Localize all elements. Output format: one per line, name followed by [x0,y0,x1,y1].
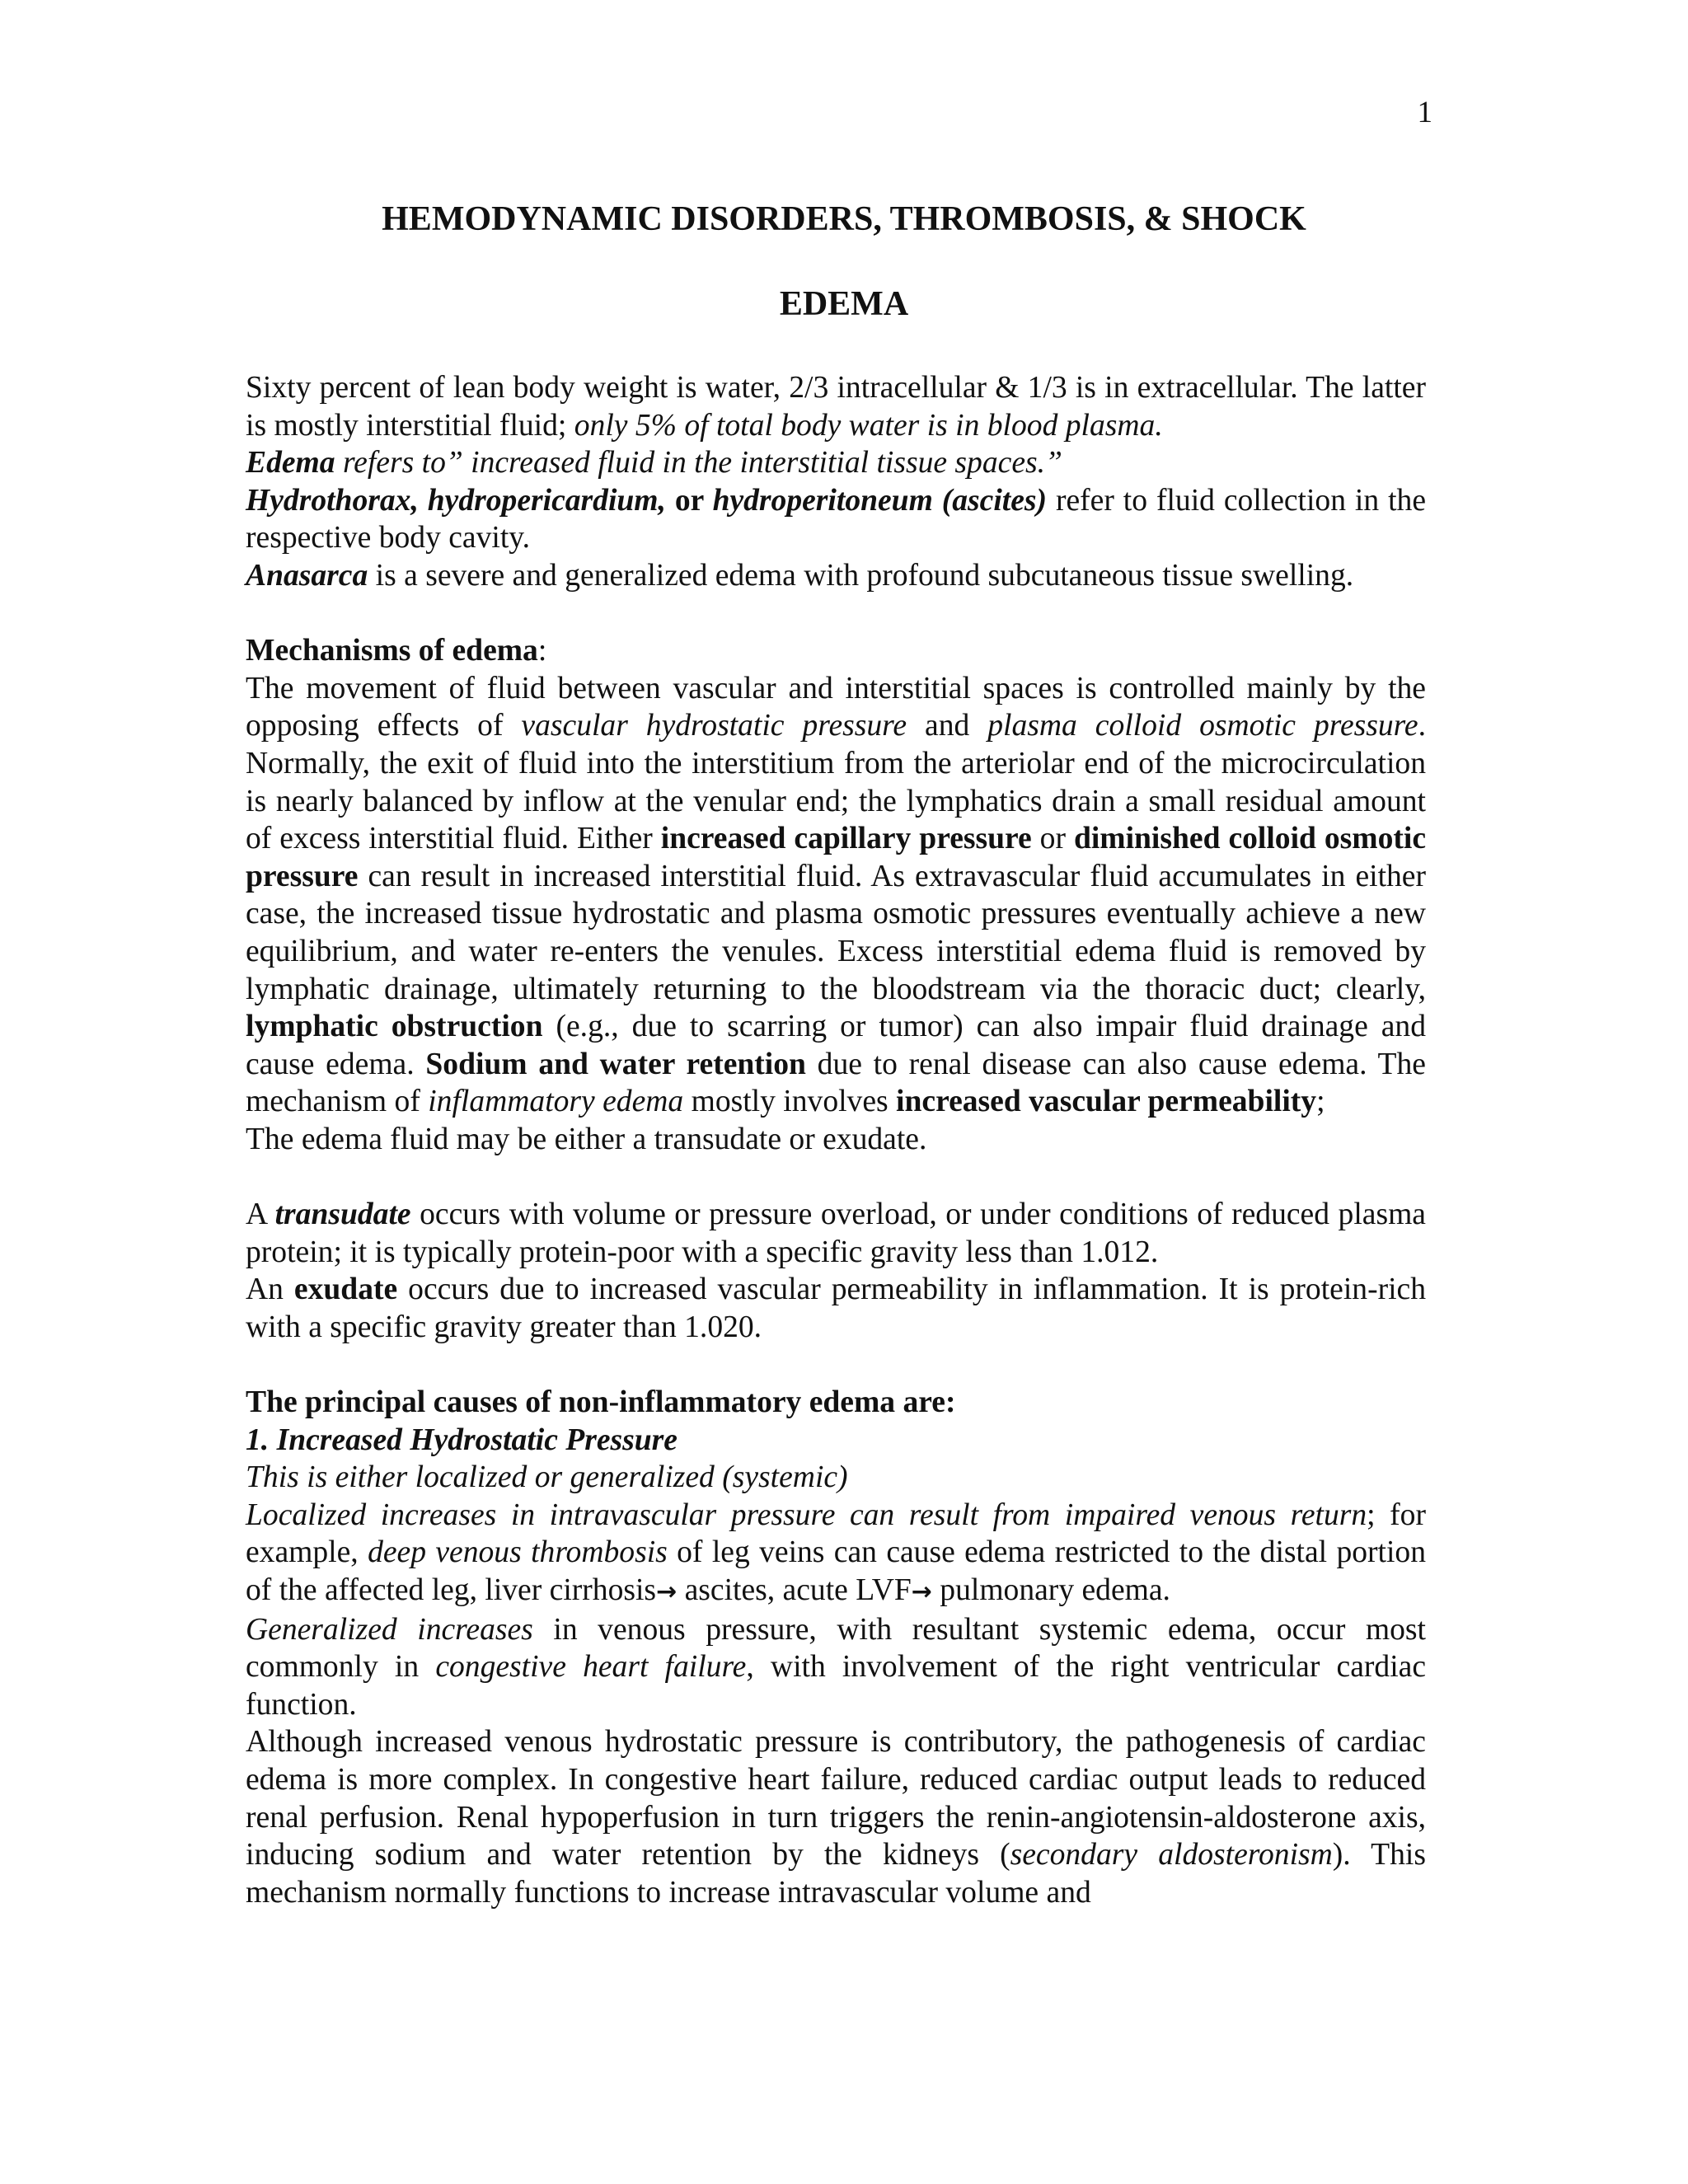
arrow-right-icon: → [911,1577,932,1606]
cause-1-line: This is either localized or generalized (systemic) [246,1460,848,1495]
cardiac-edema-paragraph: Although increased venous hydrostatic pressure is contributory, the pathogenesis of cardiac edema is more complex. In congestive heart failure, reduced cardiac output leads to reduced renal perfusion. Renal hypoperfusion in turn triggers the renin-angiotensin-aldosterone axis, inducing sodium and water retention by the kidneys (secondary aldosteronism). This mechanism normally functions to increase intravascular volume and [246,1725,1426,1910]
document-title: HEMODYNAMIC DISORDERS, THROMBOSIS, & SHOCK [382,200,1306,238]
term-transudate: transudate [274,1197,411,1232]
arrow-right-icon: → [656,1577,678,1606]
mechanisms-heading: Mechanisms of edema: [246,634,547,668]
mechanisms-last-line: The edema fluid may be either a transudate or exudate. [246,1122,927,1156]
intro-paragraph-cavities: Hydrothorax, hydropericardium, or hydroperitoneum (ascites) refer to fluid collection in the respective body cavity. [246,483,1426,555]
cause-item-1: 1. Increased Hydrostatic Pressure [246,1422,678,1457]
transudate-paragraph: A transudate occurs with volume or pressure overload, or under conditions of reduced plasma protein; it is typically protein-poor with a specific gravity less than 1.012. [246,1197,1426,1269]
mechanisms-paragraph: The movement of fluid between vascular and interstitial spaces is controlled mainly by the opposing effects of vascular hydrostatic pressure and plasma colloid osmotic pressure. Normally, the exit of fluid into the interstitium from the arteriolar end of the microcirculation is nearly balanced by inflow at the venular end; the lymphatics drain a small residual amount of excess interstitial fluid. Either increased capillary pressure or diminished colloid osmotic pressure can result in increased interstitial fluid. As extravascular fluid accumulates in either case, the increased tissue hydrostatic and plasma osmotic pressures eventually achieve a new equilibrium, and water re-enters the venules. Excess interstitial edema fluid is removed by lymphatic drainage, ultimately returning to the bloodstream via the thoracic duct; clearly, lymphatic obstruction (e.g., due to scarring or tumor) can also impair fluid drainage and cause edema. Sodium and water retention due to renal disease can also cause edema. The mechanism of inflammatory edema mostly involves increased vascular permeability; [246,671,1427,1119]
exudate-paragraph: An exudate occurs due to increased vascular permeability in inflammation. It is protein-rich with a specific gravity greater than 1.020. [246,1272,1426,1344]
term-edema: Edema [246,446,335,480]
document-body [246,369,1426,1911]
term-exudate: exudate [293,1272,398,1307]
intro-paragraph-edema-definition: Edema refers to” increased fluid in the interstitial tissue spaces.” [246,446,1062,480]
term-anasarca: Anasarca [246,558,368,593]
localized-paragraph: Localized increases in intravascular pressure can result from impaired venous return; for example, deep venous thrombosis of leg veins can cause edema restricted to the distal portion of the affected leg, liver cirrhosis→ ascites, acute LVF→ pulmonary edema. [246,1497,1426,1607]
intro-paragraph-anasarca: Anasarca is a severe and generalized edema with profound subcutaneous tissue swelling. [246,558,1354,593]
generalized-paragraph: Generalized increases in venous pressure, with resultant systemic edema, occur most commonly in congestive heart failure, with involvement of the right ventricular cardiac function. [246,1612,1426,1722]
page-number: 1 [1417,96,1432,129]
intro-paragraph-body-water: Sixty percent of lean body weight is water, 2/3 intracellular & 1/3 is in extracellular. The latter is mostly interstitial fluid; only 5% of total body water is in blood plasma. [246,371,1426,443]
causes-heading: The principal causes of non-inflammatory edema are: [246,1385,956,1420]
section-title: EDEMA [779,285,909,323]
